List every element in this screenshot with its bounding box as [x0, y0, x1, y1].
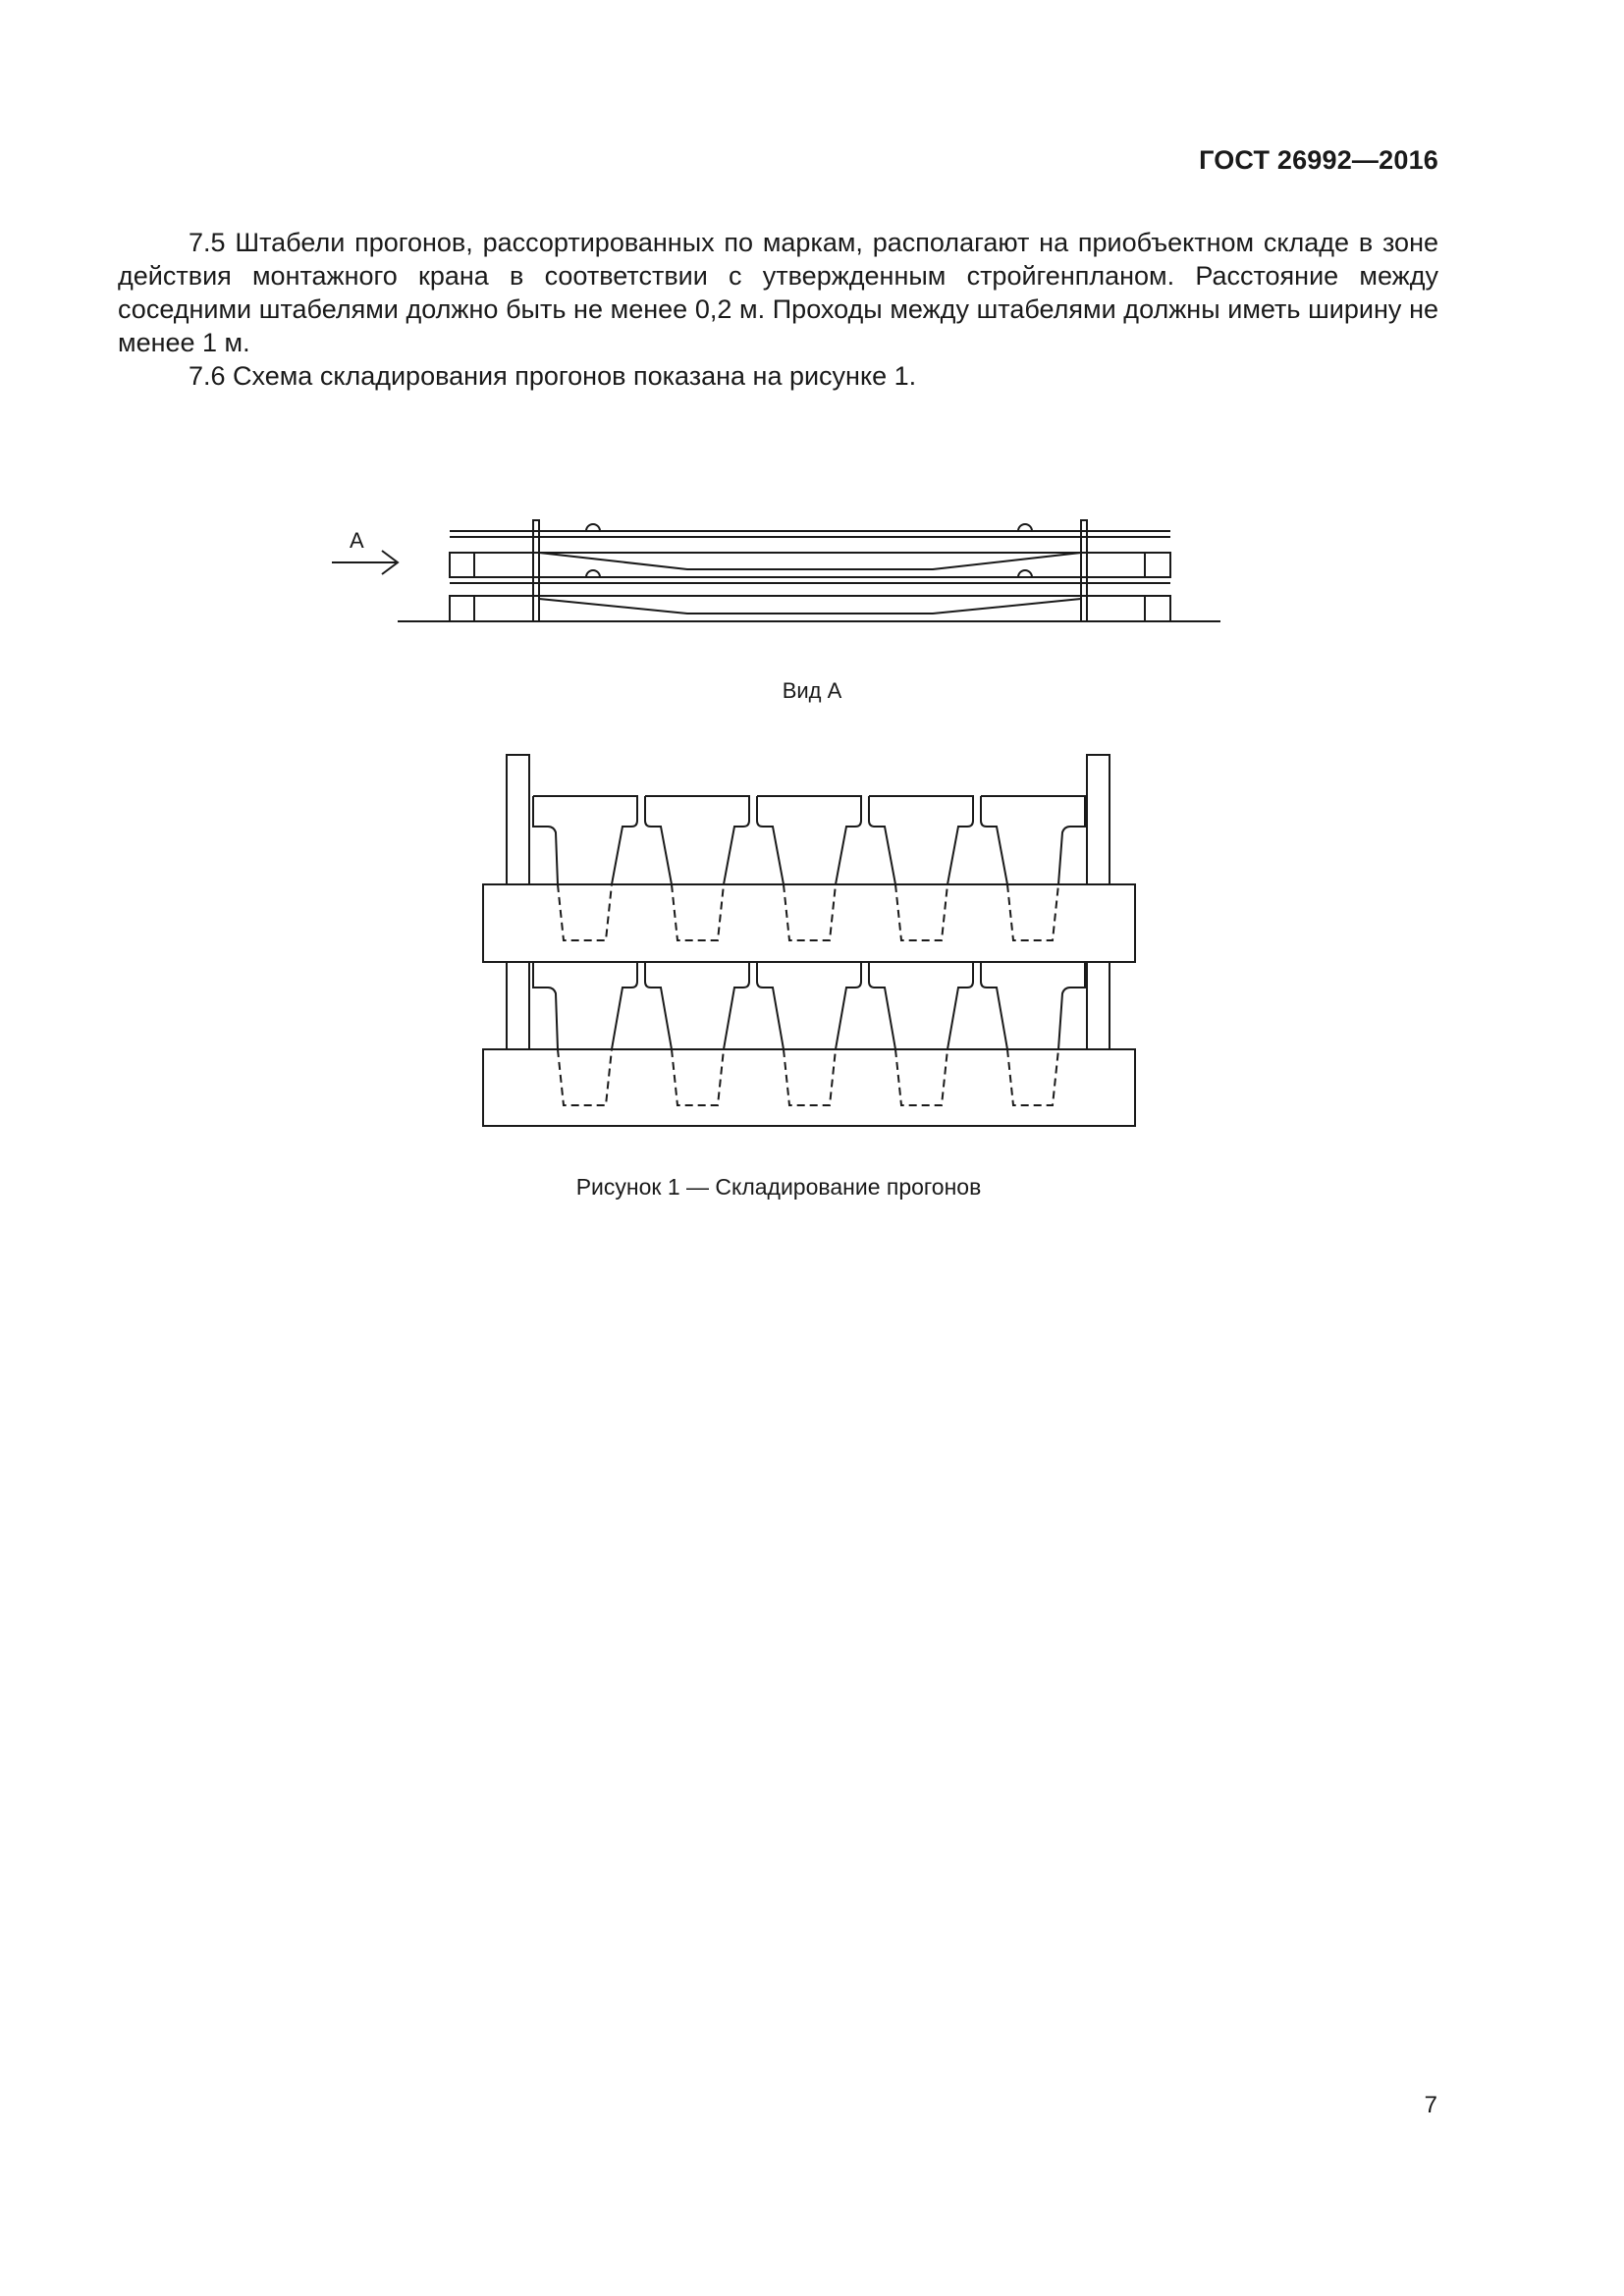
paragraph-7-5: 7.5 Штабели прогонов, рассортированных по маркам, располагают на приобъектном складе в зоне действия монтажного крана в соответствии с утвержденным стройгенпланом. Расстояние между соседними штабелями должно быть не менее 0,2 м. Проходы между штабелями должны иметь ширину не менее 1 м. [118, 228, 1438, 357]
upper-tier [533, 796, 1085, 884]
document-id: ГОСТ 26992—2016 [1199, 145, 1438, 175]
view-a-section [483, 755, 1135, 1126]
paragraph-7-6: 7.6 Схема складирования прогонов показана на рисунке 1. [189, 361, 917, 391]
page-number: 7 [1424, 2092, 1437, 2118]
view-arrow-label: А [350, 528, 364, 553]
figure-caption: Рисунок 1 — Складирование прогонов [575, 1174, 982, 1200]
side-view [332, 520, 1220, 621]
lower-tier [533, 962, 1085, 1049]
view-a-label: Вид А [782, 678, 842, 703]
